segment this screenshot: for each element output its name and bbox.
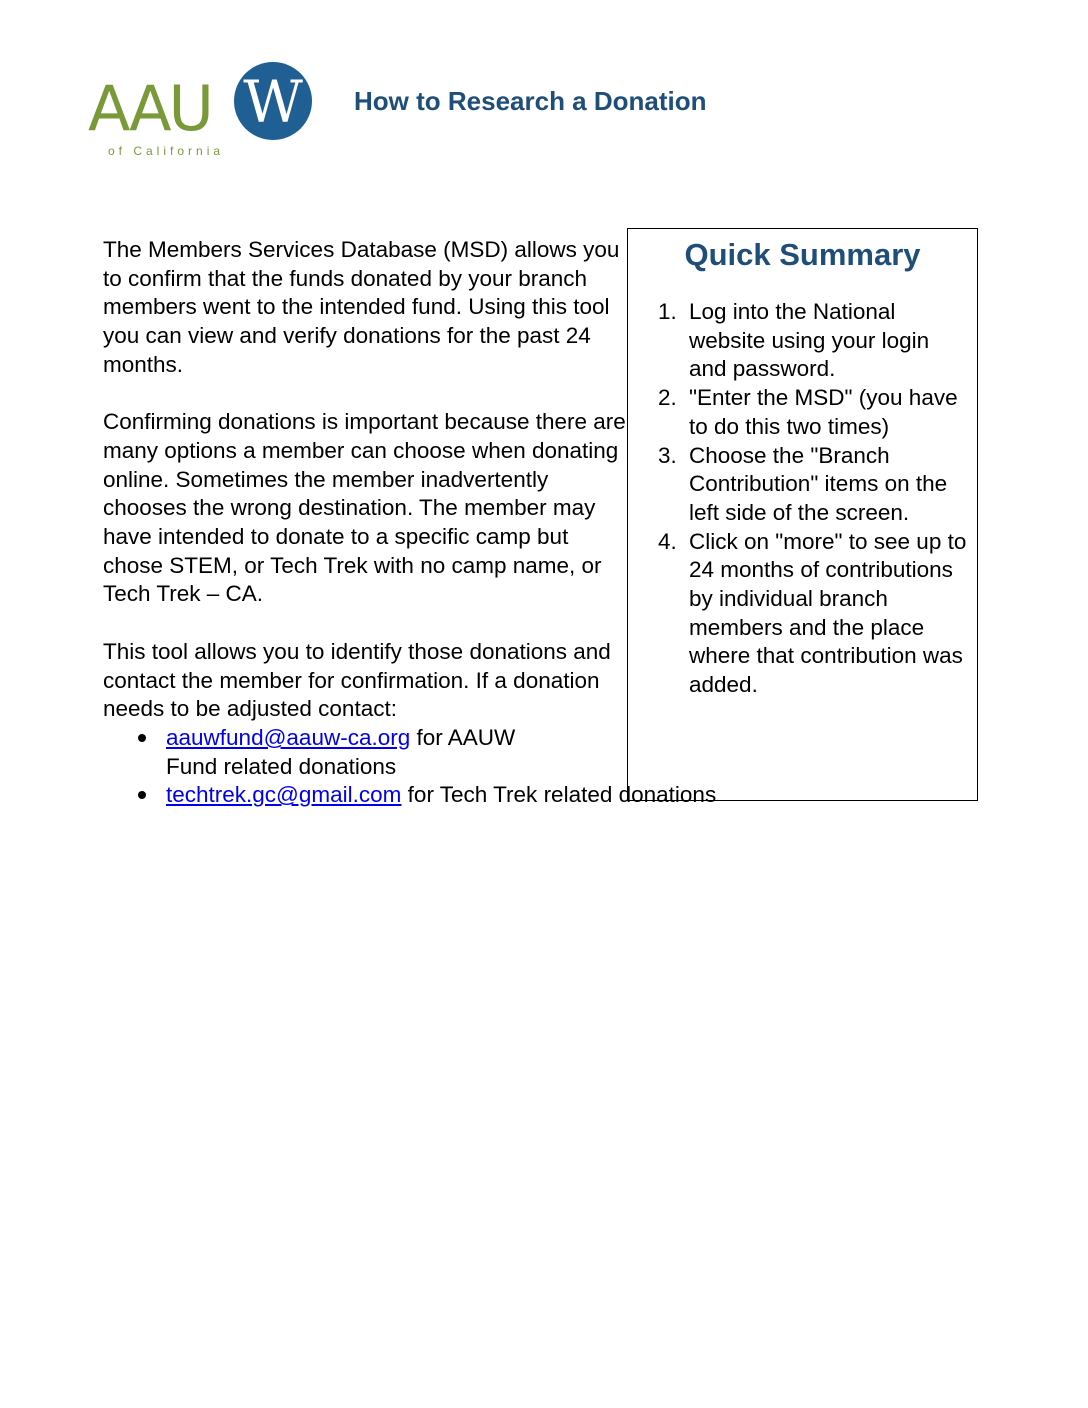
page-title: How to Research a Donation bbox=[354, 86, 707, 116]
step-text: Log into the National website using your login and password. bbox=[689, 299, 930, 382]
bullet-icon bbox=[138, 734, 146, 742]
aauw-fund-email-link[interactable]: aauwfund@aauw-ca.org bbox=[166, 724, 411, 750]
contact-item-aauw-fund bbox=[166, 724, 566, 781]
step-number: 2. bbox=[658, 385, 677, 411]
step-text: Click on "more" to see up to 24 months of contributions by individual branch members and the place where that contribution was added. bbox=[689, 528, 967, 698]
summary-step bbox=[628, 384, 977, 441]
step-number: 4. bbox=[658, 528, 677, 554]
summary-step bbox=[628, 298, 977, 384]
summary-step bbox=[628, 528, 977, 700]
step-text: "Enter the MSD" (you have to do this two times) bbox=[689, 385, 958, 439]
contact-item-text: for Tech Trek related donations bbox=[401, 782, 717, 808]
quick-summary-box bbox=[627, 228, 978, 801]
step-number: 1. bbox=[658, 299, 677, 324]
intro-paragraph-contact: This tool allows you to identify those donations and contact the member for confirmation. If a donation needs to be adjusted contact: bbox=[103, 638, 611, 722]
contact-list bbox=[103, 724, 717, 810]
summary-step bbox=[628, 442, 977, 528]
intro-section bbox=[103, 236, 717, 810]
summary-steps-list bbox=[628, 298, 977, 700]
contact-item-text: for AAUW Fund related donations bbox=[166, 724, 516, 779]
intro-paragraph-importance: Confirming donations is important because there are many options a member can choose when donating online. Sometimes the member inadvertently chooses the wrong destination. The member may have intended to donate to a specific camp but chose STEM, or Tech Trek with no camp name, or Tech Trek – CA. bbox=[103, 409, 626, 607]
intro-paragraph-msd: The Members Services Database (MSD) allows you to confirm that the funds donated by your branch members went to the intended fund. Using this tool you can view and verify donations for the past 24 months. bbox=[103, 237, 620, 377]
tech-trek-email-link[interactable]: techtrek.gc@gmail.com bbox=[166, 782, 402, 808]
quick-summary-title: Quick Summary bbox=[684, 237, 921, 272]
aauw-logo bbox=[88, 60, 316, 164]
logo-letters: AAU bbox=[88, 72, 211, 145]
bullet-icon bbox=[138, 791, 146, 799]
logo-w-letter: W bbox=[243, 68, 303, 136]
step-number: 3. bbox=[658, 442, 677, 468]
step-text: Choose the "Branch Contribution" items on the left side of the screen. bbox=[689, 442, 948, 525]
logo-w-emblem bbox=[232, 60, 314, 142]
logo-subtitle: of California bbox=[108, 144, 225, 158]
